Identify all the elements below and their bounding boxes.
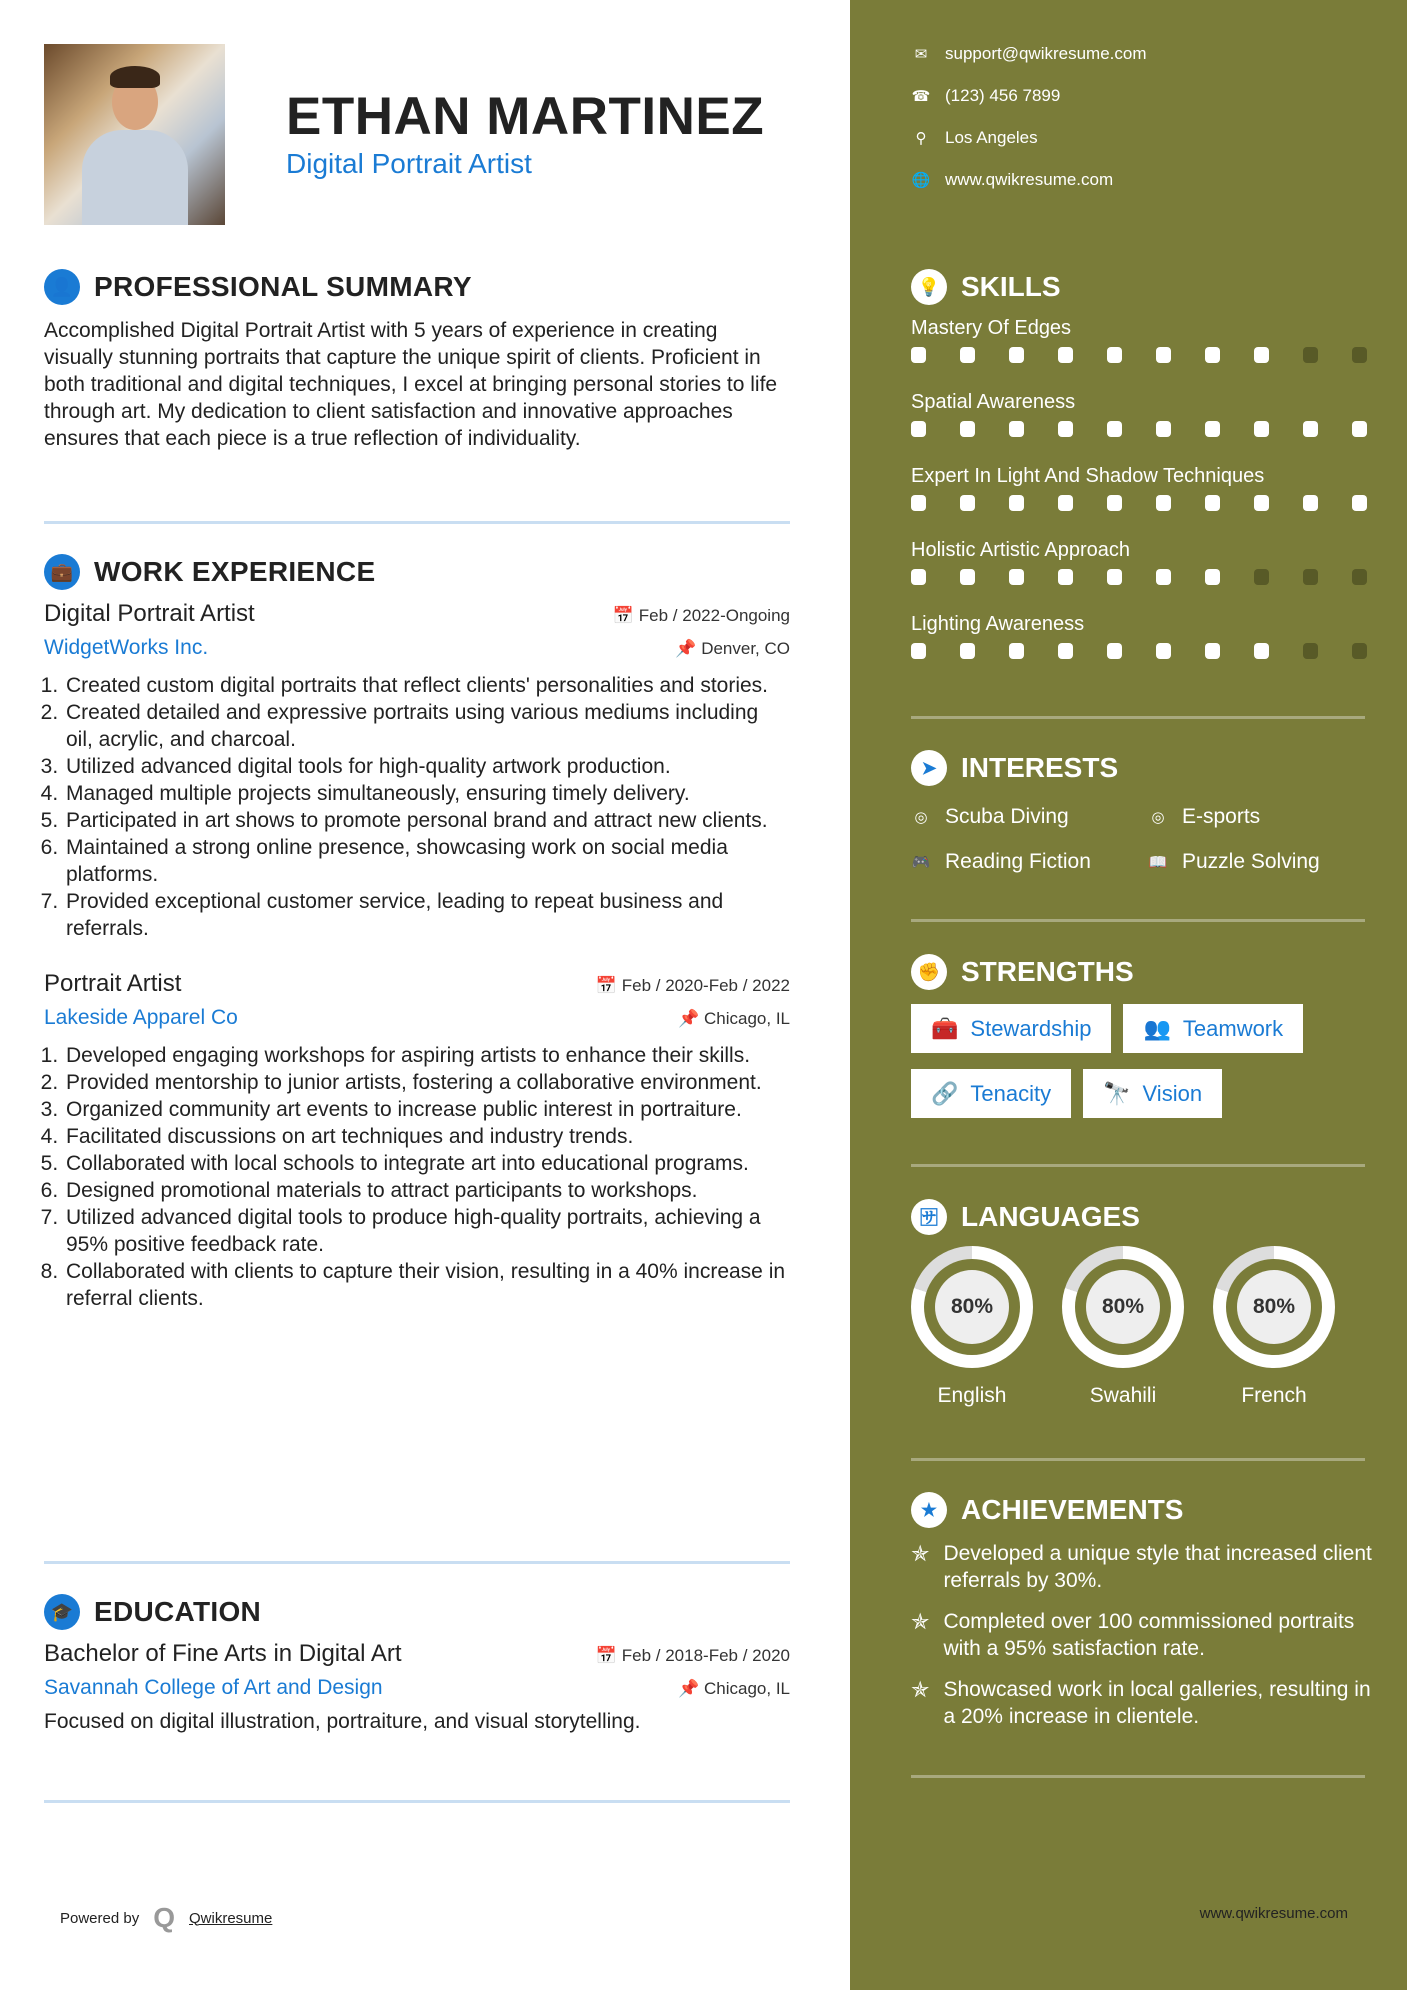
skill-level-dot [1058,643,1073,659]
achievement-item [911,1676,1381,1730]
skill-level-dot [1352,569,1367,585]
skill-level-dot [1205,495,1220,511]
skill-level-dot [1352,421,1367,437]
skill-item [911,461,1391,535]
gamepad-icon: 🎮 [911,853,931,871]
divider [44,1561,790,1564]
duty-item: 7. Provided exceptional customer service, leading to repeat business and referrals. [64,888,790,942]
education-section [44,1594,790,1735]
strength-chip [911,1069,1071,1118]
skill-level-dot [1107,421,1122,437]
languages-section [911,1199,1391,1408]
divider [911,919,1365,922]
interests-section [911,750,1391,884]
skill-rating [911,495,1391,535]
heading-text: WORK EXPERIENCE [94,556,376,587]
users-icon: 👥 [1143,1015,1171,1041]
chip-label: Tenacity [970,1080,1052,1106]
life-ring-icon: ◎ [914,808,928,826]
skill-level-dot [1009,643,1024,659]
toolbox-icon: 🧰 [931,1015,959,1041]
skill-rating [911,347,1391,387]
skill-level-dot [1009,495,1024,511]
skill-name: Spatial Awareness [911,391,1076,413]
chip-label: Teamwork [1182,1015,1284,1041]
skill-level-dot [960,495,975,511]
heading-text: PROFESSIONAL SUMMARY [94,271,472,302]
job-entry [44,970,790,1312]
section-heading [44,1594,790,1630]
divider [911,1458,1365,1461]
heading-text: LANGUAGES [961,1201,1140,1232]
job-duties [44,672,790,942]
skill-level-dot [1058,421,1073,437]
job-title: Digital Portrait Artist [286,148,532,179]
skill-level-dot [1254,643,1269,659]
section-heading [44,554,790,590]
degree: Bachelor of Fine Arts in Digital Art [44,1640,402,1667]
skill-level-dot [1156,495,1171,511]
heading-text: ACHIEVEMENTS [961,1494,1184,1525]
skill-level-dot [960,347,975,363]
heading-text: INTERESTS [961,752,1119,783]
job-entry [44,600,790,942]
section-heading [44,269,790,305]
skill-level-dot [1009,347,1024,363]
skill-name: Mastery Of Edges [911,317,1072,339]
skill-level-dot [1303,569,1318,585]
work-section [44,554,790,1312]
star-badge-icon: ★ [911,1492,947,1528]
heading-text: SKILLS [961,271,1061,302]
skill-level-dot [1156,421,1171,437]
edu-description: Focused on digital illustration, portraiture, and visual storytelling. [44,1710,641,1733]
calendar-icon: 📅 [612,606,639,625]
achievement-text: Developed a unique style that increased client referrals by 30%. [943,1542,1372,1592]
duty-item: 5. Participated in art shows to promote personal brand and attract new clients. [64,807,790,834]
map-pin-icon: ⚲ [915,130,927,147]
skill-level-dot [911,421,926,437]
achievement-item [911,1540,1381,1594]
divider [911,716,1365,719]
contact-website[interactable]: www.qwikresume.com [945,170,1114,189]
envelope-icon: ✉ [914,46,928,63]
skill-level-dot [1352,643,1367,659]
language-progress-ring [1213,1246,1335,1368]
globe-icon: 🌐 [911,172,931,189]
phone-icon: ☎ [911,88,931,105]
skill-level-dot [1205,421,1220,437]
strength-chip [911,1004,1111,1053]
language-name: French [1241,1384,1307,1407]
language-progress-ring [1062,1246,1184,1368]
skill-level-dot [1107,643,1122,659]
duty-item: 2. Created detailed and expressive portraits using various mediums including oil, acrylic, and charcoal. [64,699,790,753]
skill-level-dot [960,643,975,659]
duty-item: 3. Organized community art events to increase public interest in portraiture. [64,1096,790,1123]
skill-level-dot [1254,421,1269,437]
link-icon: 🔗 [931,1080,959,1106]
skill-level-dot [1107,347,1122,363]
interest-item: Reading Fiction [945,849,1091,873]
duty-item: 5. Collaborated with local schools to integrate art into educational programs. [64,1150,790,1177]
skill-rating [911,643,1391,683]
skill-level-dot [1009,569,1024,585]
divider [44,521,790,524]
skill-level-dot [1352,347,1367,363]
achievement-text: Completed over 100 commissioned portraits with a 95% satisfaction rate. [943,1610,1355,1660]
interest-item: Scuba Diving [945,804,1069,828]
skill-level-dot [1107,495,1122,511]
skill-level-dot [1156,347,1171,363]
duty-item: 1. Developed engaging workshops for aspiring artists to enhance their skills. [64,1042,790,1069]
achievement-item [911,1608,1381,1662]
skill-level-dot [1205,569,1220,585]
duty-item: 6. Maintained a strong online presence, showcasing work on social media platforms. [64,834,790,888]
skill-level-dot [1303,643,1318,659]
skill-level-dot [1009,421,1024,437]
skill-level-dot [1303,347,1318,363]
skill-level-dot [911,347,926,363]
skill-level-dot [1058,347,1073,363]
duty-item: 4. Facilitated discussions on art techniques and industry trends. [64,1123,790,1150]
language-name: English [937,1384,1007,1407]
skill-level-dot [1303,495,1318,511]
skill-item [911,313,1391,387]
duty-item: 1. Created custom digital portraits that reflect clients' personalities and stories. [64,672,790,699]
skill-level-dot [1352,495,1367,511]
job-date: Feb / 2022-Ongoing [638,606,790,625]
strength-chip [1123,1004,1303,1053]
skill-level-dot [960,421,975,437]
achievements-section [911,1492,1381,1744]
skill-name: Expert In Light And Shadow Techniques [911,465,1265,487]
heading-text: EDUCATION [94,1596,262,1627]
edu-date: Feb / 2018-Feb / 2020 [621,1646,790,1665]
skill-level-dot [1156,643,1171,659]
pin-icon: 📌 [675,639,702,658]
language-item [1213,1246,1335,1408]
edu-location: Chicago, IL [704,1679,790,1698]
duty-item: 4. Managed multiple projects simultaneously, ensuring timely delivery. [64,780,790,807]
skill-level-dot [1205,347,1220,363]
language-percent: 80% [935,1270,1009,1344]
star-icon: ✯ [911,1609,930,1634]
skill-rating [911,421,1391,461]
skill-level-dot [1254,495,1269,511]
fist-icon: ✊ [911,954,947,990]
divider [44,1800,790,1803]
binoculars-icon: 🔭 [1103,1080,1131,1106]
divider [911,1164,1365,1167]
candidate-name: ETHAN MARTINEZ [286,87,765,146]
skill-level-dot [1058,495,1073,511]
contact-list [911,33,1147,201]
language-item [1062,1246,1184,1408]
star-icon: ✯ [911,1677,930,1702]
lightbulb-icon: 💡 [911,269,947,305]
briefcase-user-icon: 💼 [44,554,80,590]
duty-item: 2. Provided mentorship to junior artists, fostering a collaborative environment. [64,1069,790,1096]
company: WidgetWorks Inc. [44,636,209,659]
contact-email[interactable]: support@qwikresume.com [945,44,1147,63]
company: Lakeside Apparel Co [44,1006,238,1029]
skill-level-dot [911,643,926,659]
duty-item: 3. Utilized advanced digital tools for high-quality artwork production. [64,753,790,780]
skill-level-dot [1254,347,1269,363]
heading-text: STRENGTHS [961,956,1134,987]
language-icon: 🈂 [911,1199,947,1235]
school: Savannah College of Art and Design [44,1676,383,1699]
strengths-section [911,954,1391,1118]
interest-item: Puzzle Solving [1182,849,1320,873]
pin-icon: 📌 [678,1679,704,1698]
life-ring-icon: ◎ [1151,808,1165,826]
summary-text: Accomplished Digital Portrait Artist with 5 years of experience in creating visually stunning portraits that capture the unique spirit of clients. Proficient in both traditional and digital techniques, I excel at bringing personal stories to life through art. My dedication to client satisfaction and innovative approaches ensures that each piece is a true reflection of individuality. [44,319,778,450]
skill-level-dot [911,569,926,585]
job-title: Portrait Artist [44,970,182,997]
chip-label: Vision [1142,1080,1203,1106]
chip-label: Stewardship [970,1015,1092,1041]
skill-level-dot [960,569,975,585]
job-location: Denver, CO [701,639,790,658]
paper-plane-icon: ➤ [911,750,947,786]
divider [911,1775,1365,1778]
calendar-icon: 📅 [595,976,622,995]
skill-item [911,609,1391,683]
language-percent: 80% [1237,1270,1311,1344]
skill-name: Holistic Artistic Approach [911,539,1130,561]
duty-item: 7. Utilized advanced digital tools to produce high-quality portraits, achieving a 95% positive feedback rate. [64,1204,790,1258]
language-name: Swahili [1089,1384,1157,1407]
strength-chip [1083,1069,1222,1118]
language-item [911,1246,1033,1408]
user-icon: 👤 [44,269,80,305]
duty-item: 6. Designed promotional materials to attract participants to workshops. [64,1177,790,1204]
skill-item [911,387,1391,461]
calendar-icon: 📅 [595,1646,622,1665]
graduate-icon: 🎓 [44,1594,80,1630]
job-duties [44,1042,790,1312]
achievement-text: Showcased work in local galleries, resulting in a 20% increase in clientele. [943,1678,1371,1728]
skill-name: Lighting Awareness [911,613,1085,635]
skill-level-dot [1205,643,1220,659]
summary-section [44,269,790,452]
skill-level-dot [1156,569,1171,585]
profile-photo [44,44,225,225]
sidebar [850,0,1407,1990]
skill-item [911,535,1391,609]
skill-level-dot [1254,569,1269,585]
interest-item: E-sports [1182,804,1261,828]
language-progress-ring [911,1246,1033,1368]
contact-phone: (123) 456 7899 [945,86,1061,105]
star-icon: ✯ [911,1541,930,1566]
footer-url[interactable]: www.qwikresume.com [1199,1905,1348,1922]
skill-level-dot [1107,569,1122,585]
duty-item: 8. Collaborated with clients to capture their vision, resulting in a 40% increase in referral clients. [64,1258,790,1312]
skills-section [911,269,1391,683]
skill-level-dot [1058,569,1073,585]
language-percent: 80% [1086,1270,1160,1344]
qwikresume-link[interactable]: Qwikresume [189,1909,273,1927]
skill-rating [911,569,1391,609]
job-date: Feb / 2020-Feb / 2022 [621,976,790,995]
qwikresume-logo-icon: Q [153,1902,175,1933]
pin-icon: 📌 [678,1009,704,1028]
contact-location: Los Angeles [945,128,1038,147]
footer-branding [60,1902,272,1934]
book-icon: 📖 [1148,853,1168,871]
job-title: Digital Portrait Artist [44,600,255,627]
job-location: Chicago, IL [704,1009,790,1028]
powered-by: Powered by [60,1909,140,1927]
skill-level-dot [911,495,926,511]
skill-level-dot [1303,421,1318,437]
